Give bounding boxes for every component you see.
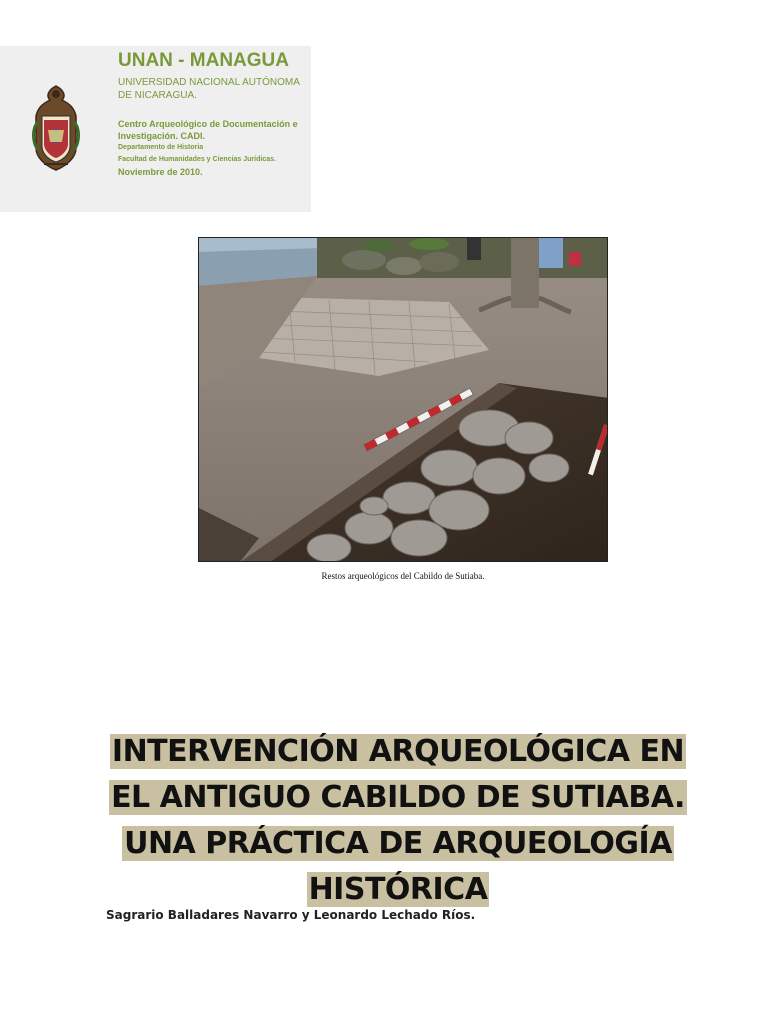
department-name: Departamento de Historia: [118, 144, 204, 151]
research-center-name: Centro Arqueológico de Documentación e Investigación. CADI.: [118, 119, 298, 141]
university-seal-icon: [28, 82, 84, 174]
excavation-photo: [198, 237, 608, 562]
photo-caption: Restos arqueológicos del Cabildo de Sutiaba.: [321, 571, 485, 581]
document-authors: Sagrario Balladares Navarro y Leonardo Lechado Ríos.: [106, 908, 476, 922]
institution-title: UNAN - MANAGUA: [118, 50, 289, 71]
document-title: [100, 729, 696, 913]
publication-date: Noviembre de 2010.: [118, 167, 203, 177]
faculty-name: Facultad de Humanidades y Ciencias Jurídicas.: [118, 156, 276, 163]
university-name: UNIVERSIDAD NACIONAL AUTÓNOMA DE NICARAGUA.: [118, 77, 300, 101]
institution-header: [0, 46, 311, 212]
document-title-text: INTERVENCIÓN ARQUEOLÓGICA EN EL ANTIGUO CABILDO DE SUTIABA. UNA PRÁCTICA DE ARQUEOLOGÍA HISTÓRICA: [111, 734, 685, 907]
